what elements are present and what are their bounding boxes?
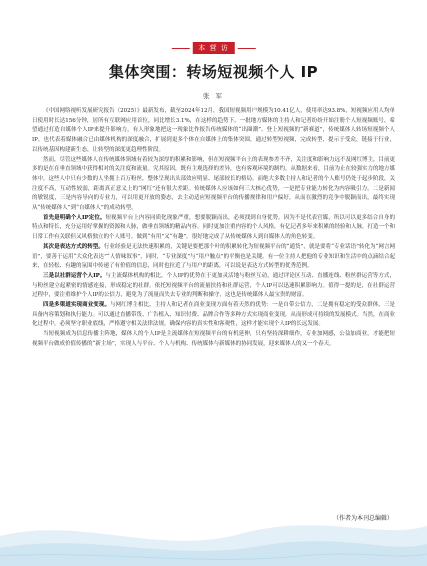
- paragraph: 其次是表达方式的转型。行业经验是无法快速积累的，关键是要把那个叶的积累转化为短视频平台的“通货”，就是要将“专业话语”转化为“网言网语”，要善于运用“大众化表达”“人情味叙事”，同时，“专业深度”与“用户触点”的平衡也是关键。有一位主持人把他的专业知识和生活中的点滴结合起来，在轻松、有趣的氛围中传递了有价值的信息，同时也拉近了与用户的距离，可以说是表达方式转型的优秀范例。: [32, 243, 395, 270]
- section-heading: 三是以社群运营个人IP。: [43, 272, 106, 279]
- paragraph: 三是以社群运营个人IP。与主流媒体机构的相比，个人IP的优势在于更加灵活地与粉丝互动，通过评论区互动、直播连线、粉丝群运营等方式，与粉丝建立起紧密的情感连接，形成稳定的社群。依托短视频平台的流量扶持和社群运营，个人IP可以迅速积累影响力。值得一提的是，在社群运营过程中，要注重维护个人IP的公信力，避免为了流量而失去专业的判断和操守，这也是传统媒体人最宝贵的财富。: [32, 272, 395, 299]
- article-title: 集体突围：转场短视频个人 IP: [108, 63, 319, 81]
- author-credit: （作者为本刊总编辑）: [332, 515, 393, 522]
- paragraph: 四是多渠道实现商业变现。与网红博主相比，主持人和记者在商业变现方面有着天然的优势：一是自带公信力，二是拥有稳定的受众群体，三是具备内容策划和执行能力。可以通过直播带货、广告植入、知识付费、品牌合作等多种方式实现商业变现，从而形成可持续的发展模式。当然，在商业化过程中，必须坚守职业底线，严格遵守相关法律法规，确保内容的真实性和客观性，这样才能实现个人IP的长远发展。: [32, 302, 396, 328]
- paragraph: 《中国网络视听发展研究报告（2025）》最新发布，截至2024年12月，我国短视频用户规模为10.41亿人，使用率达93.8%，短视频应用人均单日使用时长达156分钟，居所有互联网应用首位，同比增长3.1%，在这样的趋势下，一批地方媒体的主持人和记者纷纷开始注册个人短视频账号，希望通过打造自媒体个人IP来提升影响力，有人形象地把这一现象比作报告传统媒体的“出圈潮”。登上短视频的“新赛道”，传统媒体人转场短视频个人IP，也代表着媒体融合已由媒体机构的深度融合，扩展到更多个体在自媒体上的集体突围，通过转型短视频，完成转型、提示于受众，链接于行业，以传统基因构建新生态，让转型的深度更趋理性阶段。: [32, 108, 395, 153]
- decorative-wave: [0, 496, 427, 566]
- author-name: 张 军: [202, 92, 225, 100]
- section-heading: 首先是明确个人IP定位。: [43, 214, 106, 221]
- column-tag: 本 营 访: [192, 42, 234, 54]
- section-heading: 其次是表达方式的转型。: [43, 243, 104, 250]
- paragraph: 首先是明确个人IP定位。短视频平台上内容同质化现象严重，想要脱颖而出，必须找到自身优势。因为不是代表官媒，所以可以更多结合自身的特点和特长，充分运用好掌握的资源和人脉，做垂直领域的精品内容。同时更加注重内容的个人风格，有亿记者多年来积累的经验和人脉，打造一个和日常工作有关联但又风格独立的个人账号，做到“有用”又“有趣”。很好地完成了从传统媒体人到自媒体人的角色转变。: [32, 214, 396, 241]
- section-heading: 四是多渠道实现商业变现。: [43, 302, 111, 309]
- paragraph: 然而，尽管这些媒体人在传统媒体领域有着较为深厚的积累和影响，但在短视频平台上的表现参差不齐，关注度和影响力远不及网红博主，目前更多的是在在垂直领域中获得相对的关注度和流量。究其原因，既有主观选择的差异，也有客观环境的制约。从数据来看，目前为止在较强实力的地方媒体中，这些人中只有少数的人坐拥上百万粉丝，整体呈现出头部效应明显、尾部较长的格局。而绝大多数主持人和记者的个人账号仍处于起步阶段，关注度不高，互动性较弱，距离真正意义上的“网红”还有很大差距。传统媒体人应该如何三大核心优势，一是把专业能力转化为内容吸引力，二是新闻的敏锐度，三是内容导向的专业力，可以用更开放的姿态，去主动适应短视频平台的传播规律和用户偏好，从而在激烈的竞争中脱颖而出，最终实现从“传统媒体人”到“自媒体人”的成功转型。: [32, 156, 396, 212]
- paragraph: 当短视频成为信息传播主阵地，媒体人的个人IP是主流媒体在短视频平台的有机延伸，只有坚持深耕细作，专业加网感，公益加商业，才能把短视频平台做成价值传播的“新主场”，实现人与平台、个人与机构、传统媒体与新媒体的协同发展，迎来媒体人的又一个春天。: [32, 331, 395, 347]
- article-body: [32, 107, 395, 507]
